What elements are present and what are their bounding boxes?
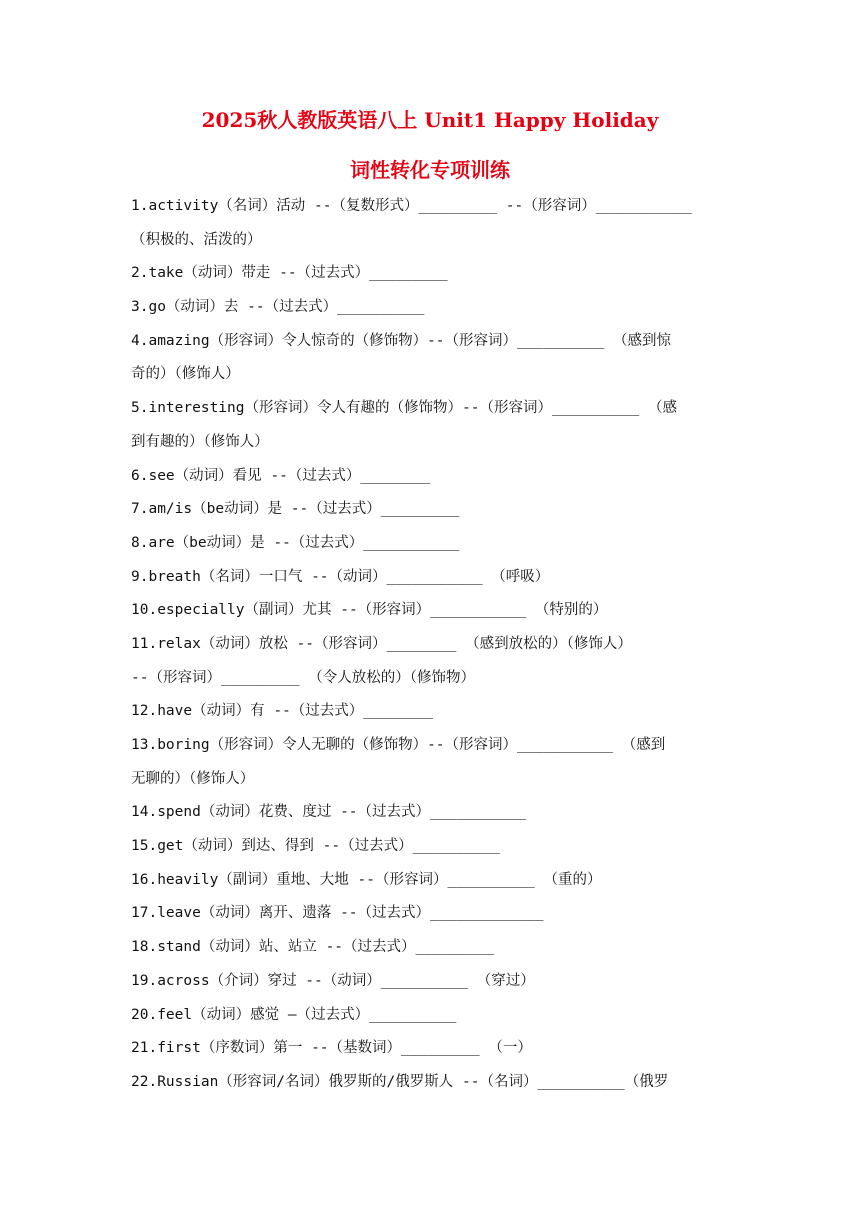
exercise-line: （积极的、活泼的） bbox=[131, 231, 262, 248]
exercise-line: 8.are（be动词）是 --（过去式）___________ bbox=[131, 534, 460, 551]
exercise-line: 4.amazing（形容词）令人惊奇的（修饰物）--（形容词）__________ （感到惊 bbox=[131, 332, 672, 349]
exercise-line: 7.am/is（be动词）是 --（过去式）_________ bbox=[131, 501, 460, 518]
exercise-line: 3.go（动词）去 --（过去式）__________ bbox=[131, 299, 425, 316]
exercise-line: 19.across（介词）穿过 --（动词）__________ （穿过） bbox=[131, 972, 535, 989]
exercise-line: 1.activity（名词）活动 --（复数形式）_________ --（形容词）___________ bbox=[131, 198, 692, 214]
exercise-line: 9.breath（名词）一口气 --（动词）___________ （呼吸） bbox=[131, 568, 550, 585]
exercise-line: 17.leave（动词）离开、遗落 --（过去式）_____________ bbox=[131, 905, 544, 922]
exercise-line: 14.spend（动词）花费、度过 --（过去式）___________ bbox=[131, 804, 527, 821]
exercise-line: 到有趣的）（修饰人） bbox=[131, 433, 269, 450]
exercise-line: 10.especially（副词）尤其 --（形容词）___________ （特别的） bbox=[131, 602, 608, 619]
exercise-line: 22.Russian（形容词/名词）俄罗斯的/俄罗斯人 --（名词）__________（俄罗 bbox=[131, 1073, 669, 1090]
exercise-line: 12.have（动词）有 --（过去式）________ bbox=[131, 703, 434, 720]
exercise-line: 13.boring（形容词）令人无聊的（修饰物）--（形容词）___________ （感到 bbox=[131, 737, 666, 753]
exercise-line: 21.first（序数词）第一 --（基数词）_________ （一） bbox=[131, 1040, 532, 1057]
exercise-list bbox=[131, 190, 731, 1100]
exercise-line: --（形容词）_________ （令人放松的）（修饰物） bbox=[131, 669, 476, 686]
exercise-line: 2.take（动词）带走 --（过去式）_________ bbox=[131, 265, 448, 282]
document-subtitle: 词性转化专项训练 bbox=[350, 158, 510, 182]
exercise-line: 5.interesting（形容词）令人有趣的（修饰物）--（形容词）__________ （感 bbox=[131, 400, 677, 417]
exercise-line: 奇的）（修饰人） bbox=[131, 366, 240, 383]
document-title: 2025秋人教版英语八上 Unit1 Happy Holiday bbox=[201, 108, 659, 132]
exercise-line: 18.stand（动词）站、站立 --（过去式）_________ bbox=[131, 939, 495, 956]
exercise-line: 16.heavily（副词）重地、大地 --（形容词）__________ （重的） bbox=[131, 871, 602, 888]
exercise-line: 15.get（动词）到达、得到 --（过去式）__________ bbox=[131, 838, 500, 855]
exercise-line: 无聊的）（修饰人） bbox=[131, 770, 255, 787]
exercise-line: 11.relax（动词）放松 --（形容词）________ （感到放松的）（修饰人） bbox=[131, 635, 632, 652]
exercise-line: 20.feel（动词）感觉 —（过去式）__________ bbox=[131, 1006, 457, 1023]
exercise-line: 6.see（动词）看见 --（过去式）________ bbox=[131, 467, 431, 484]
